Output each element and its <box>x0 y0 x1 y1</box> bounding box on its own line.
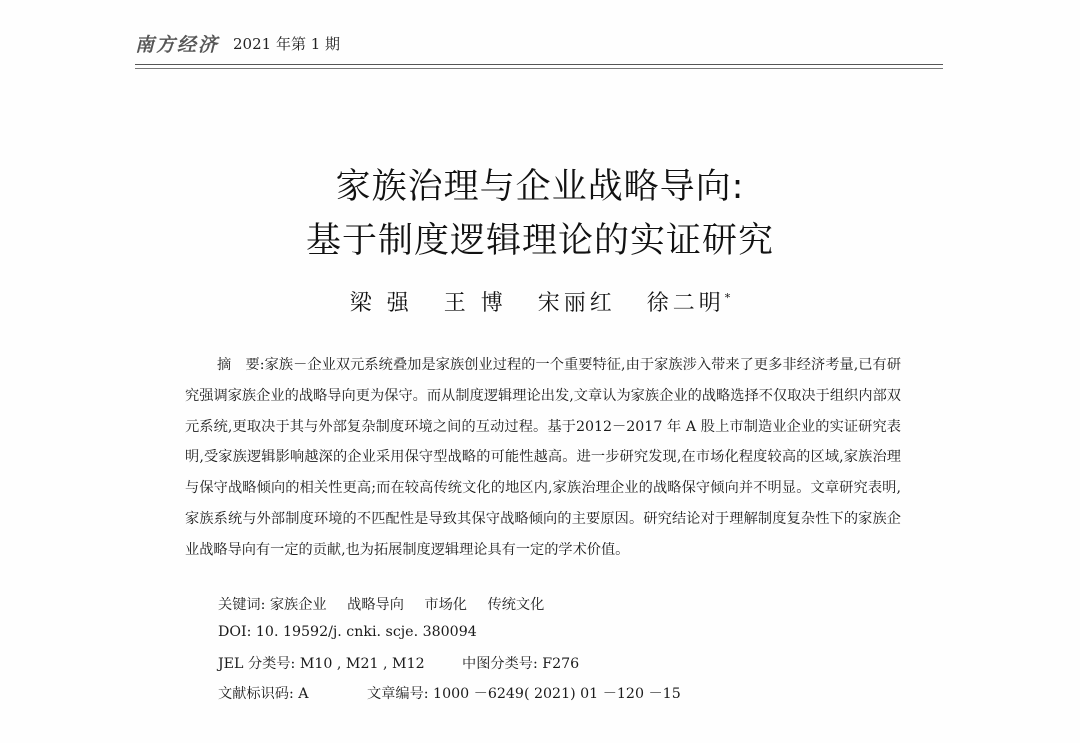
corresponding-author-mark: * <box>724 291 731 305</box>
author-4 <box>647 286 731 317</box>
journal-name: 南方经济 <box>135 33 220 56</box>
keywords-line <box>218 594 560 614</box>
abstract <box>185 350 901 566</box>
header-rule-thick <box>135 64 943 65</box>
author-4-name: 徐二明 <box>646 291 725 316</box>
journal-header <box>135 28 340 58</box>
journal-issue: 2021 年第 1 期 <box>233 34 341 53</box>
paper-title <box>135 160 945 268</box>
keyword: 战略导向 <box>347 597 404 613</box>
article-number: 文章编号: 1000 －6249( 2021) 01 －120 －15 <box>367 686 681 702</box>
clc-classification: 中图分类号: F276 <box>462 656 580 672</box>
document-code: 文献标识码: A <box>218 686 309 702</box>
abstract-label: 摘 要: <box>217 357 265 373</box>
title-line-2: 基于制度逻辑理论的实证研究 <box>305 221 774 261</box>
author-3: 宋丽红 <box>537 291 616 316</box>
author-1: 梁 强 <box>349 291 413 316</box>
keyword: 市场化 <box>424 597 467 613</box>
title-line-1: 家族治理与企业战略导向: <box>335 167 745 207</box>
keyword: 传统文化 <box>487 597 545 613</box>
author-list <box>135 286 945 317</box>
doi-line: DOI: 10. 19592/j. cnki. scje. 380094 <box>218 624 477 640</box>
author-2: 王 博 <box>443 291 507 316</box>
jel-classification: JEL 分类号: M10 , M21 , M12 <box>218 656 425 672</box>
header-rule-thin <box>135 68 943 69</box>
keyword: 家族企业 <box>269 597 327 613</box>
keywords-label: 关键词: <box>218 597 266 613</box>
abstract-text: 家族－企业双元系统叠加是家族创业过程的一个重要特征,由于家族涉入带来了更多非经济考量,已有研究强调家族企业的战略导向更为保守。而从制度逻辑理论出发,文章认为家族企业的战略选择不仅取决于组织内部双元系统,更取决于其与外部复杂制度环境之间的互动过程。基于2012－2017 年 A 股上市制造业企业的实证研究表明,受家族逻辑影响越深的企业采用保守型战略的可能性越高。进一步研究发现,在市场化程度较高的区域,家族治理与保守战略倾向的相关性更高;而在较高传统文化的地区内,家族治理企业的战略保守倾向并不明显。文章研究表明,家族系统与外部制度环境的不匹配性是导致其保守战略倾向的主要原因。研究结论对于理解制度复杂性下的家族企业战略导向有一定的贡献,也为拓展制度逻辑理论具有一定的学术价值。 <box>185 357 902 558</box>
